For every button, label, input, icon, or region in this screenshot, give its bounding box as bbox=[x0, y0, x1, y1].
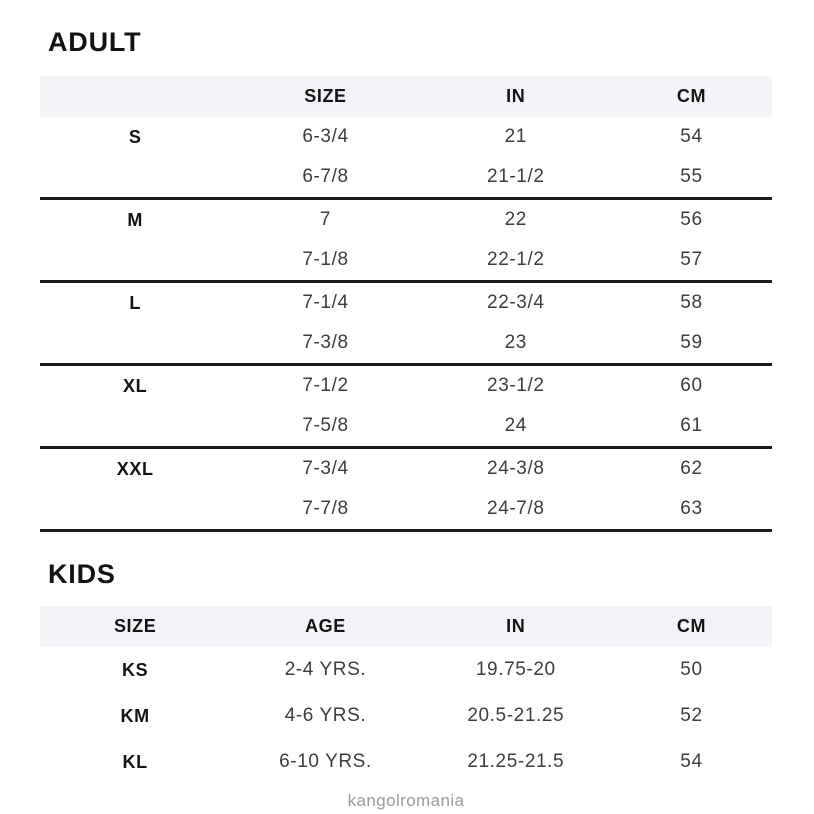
inches-value: 21 bbox=[504, 126, 527, 147]
inches-value: 24 bbox=[504, 415, 527, 436]
cm-value: 55 bbox=[680, 166, 703, 187]
cm-value: 52 bbox=[680, 705, 703, 726]
kids-col-header-in: IN bbox=[506, 616, 526, 636]
hat-size-value: 7-1/4 bbox=[302, 292, 349, 313]
inches-value: 23-1/2 bbox=[487, 375, 545, 396]
hat-size-value: 7-1/8 bbox=[302, 249, 349, 270]
hat-size-value: 7-5/8 bbox=[302, 415, 349, 436]
table-row bbox=[40, 366, 772, 406]
table-row bbox=[40, 117, 772, 157]
adult-col-header-size: SIZE bbox=[304, 86, 347, 106]
hat-size-value: 6-7/8 bbox=[302, 166, 349, 187]
cm-value: 62 bbox=[680, 458, 703, 479]
kids-col-header-age: AGE bbox=[305, 616, 346, 636]
cm-value: 57 bbox=[680, 249, 703, 270]
table-row bbox=[40, 449, 772, 489]
size-label: KM bbox=[120, 705, 150, 726]
table-row bbox=[40, 240, 772, 280]
age-value: 6-10 YRS. bbox=[279, 751, 372, 772]
table-row bbox=[40, 739, 772, 785]
table-row bbox=[40, 489, 772, 529]
table-row bbox=[40, 200, 772, 240]
hat-size-value: 7-1/2 bbox=[302, 375, 349, 396]
adult-size-group-l bbox=[40, 283, 772, 366]
hat-size-value: 7-3/8 bbox=[302, 332, 349, 353]
kids-col-header-cm: CM bbox=[676, 616, 707, 636]
size-label: L bbox=[129, 292, 141, 313]
cm-value: 58 bbox=[680, 292, 703, 313]
inches-value: 22-3/4 bbox=[487, 292, 545, 313]
adult-size-group-s bbox=[40, 117, 772, 200]
inches-value: 23 bbox=[504, 332, 527, 353]
cm-value: 61 bbox=[680, 415, 703, 436]
size-label: S bbox=[128, 126, 142, 147]
cm-value: 54 bbox=[680, 751, 703, 772]
hat-size-value: 7-7/8 bbox=[302, 498, 349, 519]
adult-size-table bbox=[40, 76, 772, 532]
age-value: 2-4 YRS. bbox=[284, 659, 367, 680]
inches-value: 19.75-20 bbox=[475, 659, 556, 680]
table-row bbox=[40, 283, 772, 323]
adult-size-group-xxl bbox=[40, 449, 772, 532]
inches-value: 22 bbox=[504, 209, 527, 230]
hat-size-value: 6-3/4 bbox=[302, 126, 349, 147]
kids-size-table bbox=[40, 606, 772, 785]
kids-col-header-size: SIZE bbox=[113, 616, 157, 636]
adult-table-header-row bbox=[40, 76, 772, 117]
size-label: M bbox=[127, 209, 143, 230]
inches-value: 21.25-21.5 bbox=[467, 751, 565, 772]
size-label: KS bbox=[122, 659, 149, 680]
brand-watermark: kangolromania bbox=[347, 791, 465, 810]
hat-size-value: 7-3/4 bbox=[302, 458, 349, 479]
cm-value: 63 bbox=[680, 498, 703, 519]
cm-value: 59 bbox=[680, 332, 703, 353]
size-label: XXL bbox=[116, 458, 154, 479]
hat-size-value: 7 bbox=[319, 209, 332, 230]
age-value: 4-6 YRS. bbox=[284, 705, 367, 726]
table-row bbox=[40, 157, 772, 197]
cm-value: 50 bbox=[680, 659, 703, 680]
table-row bbox=[40, 647, 772, 693]
adult-size-group-m bbox=[40, 200, 772, 283]
adult-col-header-cm: CM bbox=[676, 86, 707, 106]
inches-value: 24-7/8 bbox=[487, 498, 545, 519]
kids-table-header-row bbox=[40, 606, 772, 647]
kids-section-title: KIDS bbox=[48, 559, 116, 589]
adult-section-title: ADULT bbox=[48, 27, 142, 57]
size-label: KL bbox=[122, 751, 148, 772]
inches-value: 20.5-21.25 bbox=[467, 705, 565, 726]
cm-value: 54 bbox=[680, 126, 703, 147]
inches-value: 22-1/2 bbox=[487, 249, 545, 270]
table-row bbox=[40, 406, 772, 446]
size-label: XL bbox=[123, 375, 148, 396]
cm-value: 60 bbox=[680, 375, 703, 396]
inches-value: 21-1/2 bbox=[487, 166, 545, 187]
table-row bbox=[40, 323, 772, 363]
inches-value: 24-3/8 bbox=[487, 458, 545, 479]
adult-size-group-xl bbox=[40, 366, 772, 449]
table-row bbox=[40, 693, 772, 739]
cm-value: 56 bbox=[680, 209, 703, 230]
adult-col-header-in: IN bbox=[506, 86, 526, 106]
